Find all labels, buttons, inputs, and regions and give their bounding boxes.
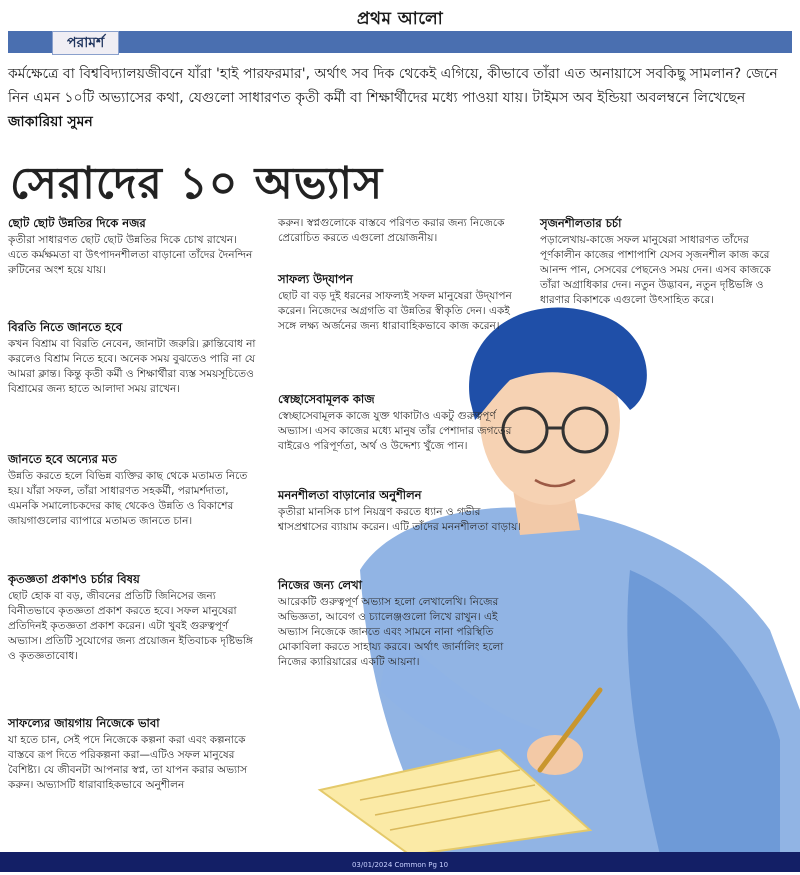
section-bar: [8, 31, 792, 53]
habit-5-continued-body: করুন। স্বপ্নগুলোকে বাস্তবে পরিণত করার জন্য নিজেকে প্রেরোচিত করতে এগুলো প্রয়োজনীয়।: [278, 217, 505, 244]
habit-8-body: কৃতীরা মানসিক চাপ নিয়ন্ত্রণ করতে ধ্যান ও গভীর শ্বাসপ্রশ্বাসের ব্যায়াম করেন। এটি তাঁদের মননশীলতা বাড়ায়।: [278, 506, 522, 533]
habit-4-body: ছোট হোক বা বড়, জীবনের প্রতিটি জিনিসের জন্য বিনীতভাবে কৃতজ্ঞতা প্রকাশ করতে হবে। সফল মানুষেরা প্রতিদিনই কৃতজ্ঞতা প্রকাশ করেন। এটা খুবই গুরুত্বপূর্ণ অভ্যাস। প্রতিটি সুযোগের জন্য প্রয়োজন ইতিবাচক দৃষ্টিভঙ্গি ও কৃতজ্ঞতাবোধ।: [8, 590, 253, 662]
habit-9: [278, 578, 522, 670]
habit-9-heading: নিজের জন্য লেখা: [278, 578, 363, 592]
page-footer: [0, 852, 800, 872]
habit-10-heading: সৃজনশীলতার চর্চা: [540, 216, 622, 230]
habit-4: [8, 572, 258, 664]
habit-5-continued: [278, 216, 522, 246]
habit-7-body: স্বেচ্ছাসেবামূলক কাজে যুক্ত থাকাটাও একটু গুরুত্বপূর্ণ অভ্যাস। এসব কাজের মধ্যে মানুষ তাঁর পেশাদার জগতের বাইরেও পরিপূর্ণতা, অর্থ ও উদ্দেশ্য খুঁজে পান।: [278, 410, 512, 452]
habit-2: [8, 320, 258, 397]
habit-3-heading: জানতে হবে অন্যের মত: [8, 452, 117, 466]
habit-6-heading: সাফল্য উদ্‌যাপন: [278, 272, 353, 286]
habit-5-body: যা হতে চান, সেই পদে নিজেকে কল্পনা করা এবং কল্পনাকে বাস্তবে রূপ দিতে পরিকল্পনা করা—এটিও সফল মানুষের বৈশিষ্ট্য। যে জীবনটা আপনার স্বপ্ন, তা যাপন করার অভ্যাস করুন। অভ্যাসটি ধারাবাহিকভাবে অনুশীলন: [8, 734, 248, 791]
habit-9-body: আরেকটি গুরুত্বপূর্ণ অভ্যাস হলো লেখালেখি। নিজের অভিজ্ঞতা, আবেগ ও চ্যালেঞ্জগুলো লিখে রাখুন। এই অভ্যাস নিজেকে জানতে এবং সামনে নানা পরিস্থিতি মোকাবিলা করতে সাহায্য করবে। অর্থাৎ জার্নালিং হলো নিজের ক্যারিয়ারের একটি আয়না।: [278, 596, 504, 668]
habit-5: [8, 716, 258, 793]
masthead: [0, 0, 800, 30]
habit-7-heading: স্বেচ্ছাসেবামূলক কাজ: [278, 392, 375, 406]
habit-8: [278, 488, 522, 535]
habit-8-heading: মননশীলতা বাড়ানোর অনুশীলন: [278, 488, 422, 502]
man-writing-illustration: [300, 270, 800, 855]
habit-2-heading: বিরতি নিতে জানতে হবে: [8, 320, 123, 334]
hand-shape: [527, 735, 583, 775]
habit-5-heading: সাফল্যের জায়গায় নিজেকে ভাবা: [8, 716, 160, 730]
page-title: সেরাদের ১০ অভ্যাস: [10, 158, 384, 209]
habit-7: [278, 392, 522, 454]
habit-4-heading: কৃতজ্ঞতা প্রকাশও চর্চার বিষয়: [8, 572, 140, 586]
intro-author: জাকারিয়া সুমন: [8, 114, 93, 130]
habit-10-body: পড়ালেখায়-কাজে সফল মানুষেরা সাধারণত তাঁদের পূর্ণকালীন কাজের পাশাপাশি যেসব সৃজনশীল কাজ করে আনন্দ পান, সেসবের পেছনেও সময় দেন। এসব কাজকে তাঁরা অগ্রাধিকার দেন। নতুন উদ্ভাবন, নতুন দৃষ্টিভঙ্গি ও ধারণার বিকাশকে এগুলো উৎসাহিত করে।: [540, 234, 771, 306]
habit-10: [540, 216, 790, 308]
habit-6: [278, 272, 522, 334]
footer-date: 03/01/2024 Common Pg 10: [351, 861, 449, 869]
habit-1: [8, 216, 258, 278]
habit-3: [8, 452, 258, 529]
intro-text: কর্মক্ষেত্রে বা বিশ্ববিদ্যালয়জীবনে যাঁরা 'হাই পারফরমার', অর্থাৎ সব দিক থেকেই এগিয়ে, কীভাবে তাঁরা এত অনায়াসে সবকিছু সামলান? জেনে নিন এমন ১০টি অভ্যাসের কথা, যেগুলো সাধারণত কৃতী কর্মী বা শিক্ষার্থীদের মধ্যে পাওয়া যায়। টাইমস অব ইন্ডিয়া অবলম্বনে লিখেছেন: [8, 66, 778, 106]
intro-paragraph: [8, 62, 792, 134]
habit-1-body: কৃতীরা সাধারণত ছোট ছোট উন্নতির দিকে চোখ রাখেন। এতে কর্মক্ষমতা বা উৎপাদনশীলতা বাড়ানো তাঁদের দৈনন্দিন রুটিনের অংশ হয়ে যায়।: [8, 234, 253, 276]
habit-2-body: কখন বিশ্রাম বা বিরতি নেবেন, জানাটা জরুরি। ক্লান্তিবোধ না করলেও বিশ্রাম নিতে হবে। অনেক সময় বুঝতেও পারি না যে আমরা ক্লান্ত। কিন্তু কৃতী কর্মী ও শিক্ষার্থীরা ব্যস্ত সময়সূচিতেও বিশ্রামের জন্য হাতে আলাদা সময় রাখেন।: [8, 338, 256, 395]
newspaper-logo: প্রথম আলো: [356, 9, 444, 29]
habit-1-heading: ছোট ছোট উন্নতির দিকে নজর: [8, 216, 146, 230]
habit-3-body: উন্নতি করতে হলে বিভিন্ন ব্যক্তির কাছ থেকে মতামত নিতে হয়। যাঁরা সফল, তাঁরা সাধারণত সহকর্মী, পরামর্শদাতা, এমনকি সমালোচকদের কাছ থেকেও উন্নতি ও বিকাশের জায়গাগুলোর ব্যাপারে মতামত জানতে চান।: [8, 470, 248, 527]
section-tag: পরামর্শ: [52, 31, 119, 55]
habit-6-body: ছোট বা বড় দুই ধরনের সাফল্যই সফল মানুষেরা উদ্‌যাপন করেন। নিজেদের অগ্রগতি বা উন্নতির স্বীকৃতি দেন। একই সঙ্গে লক্ষ্য অর্জনের জন্য ধারাবাহিকভাবে কাজ করেন।: [278, 290, 512, 332]
